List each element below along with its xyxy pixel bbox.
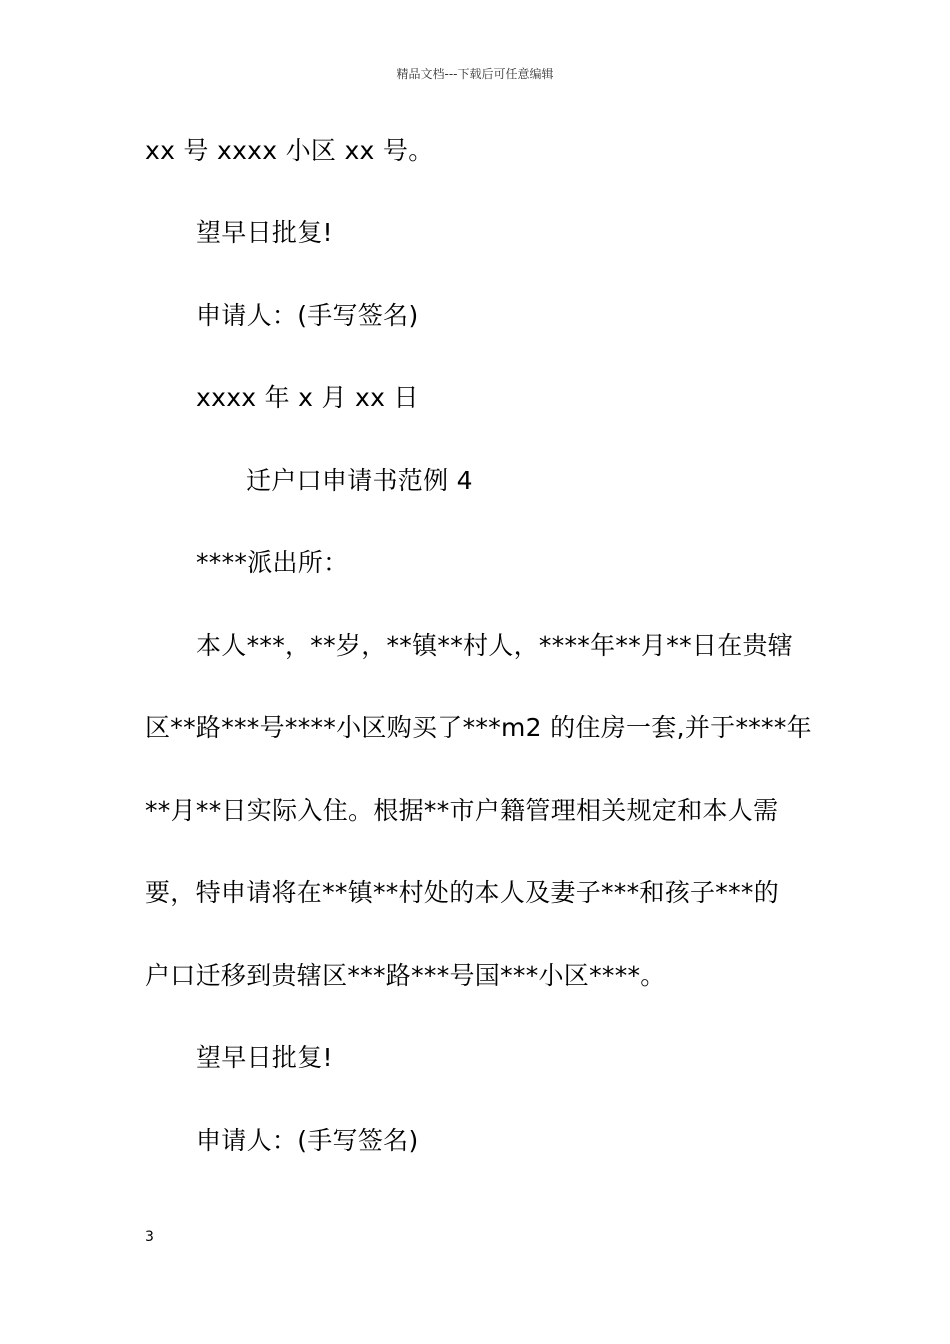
paragraph-line: 本人***，**岁，**镇**村人，****年**月**日在贵辖 bbox=[196, 631, 794, 660]
closing-request: 望早日批复! bbox=[196, 1043, 333, 1072]
paragraph-line: 区**路***号****小区购买了***m2 的住房一套,并于****年 bbox=[145, 713, 812, 742]
page-number: 3 bbox=[145, 1229, 154, 1245]
paragraph-line: 户口迁移到贵辖区***路***号国***小区****。 bbox=[145, 961, 666, 990]
date-line: xxxx 年 x 月 xx 日 bbox=[196, 383, 419, 412]
section-title: 迁户口申请书范例 4 bbox=[246, 466, 473, 495]
address-line: xx 号 xxxx 小区 xx 号。 bbox=[145, 136, 434, 165]
salutation: ****派出所： bbox=[196, 548, 349, 577]
page-header: 精品文档---下载后可任意编辑 bbox=[396, 67, 554, 81]
paragraph-line: **月**日实际入住。根据**市户籍管理相关规定和本人需 bbox=[145, 796, 779, 825]
paragraph-line: 要，特申请将在**镇**村处的本人及妻子***和孩子***的 bbox=[145, 878, 780, 907]
applicant-signature: 申请人：(手写签名) bbox=[196, 301, 419, 330]
applicant-signature: 申请人：(手写签名) bbox=[196, 1126, 419, 1155]
closing-request: 望早日批复! bbox=[196, 218, 333, 247]
